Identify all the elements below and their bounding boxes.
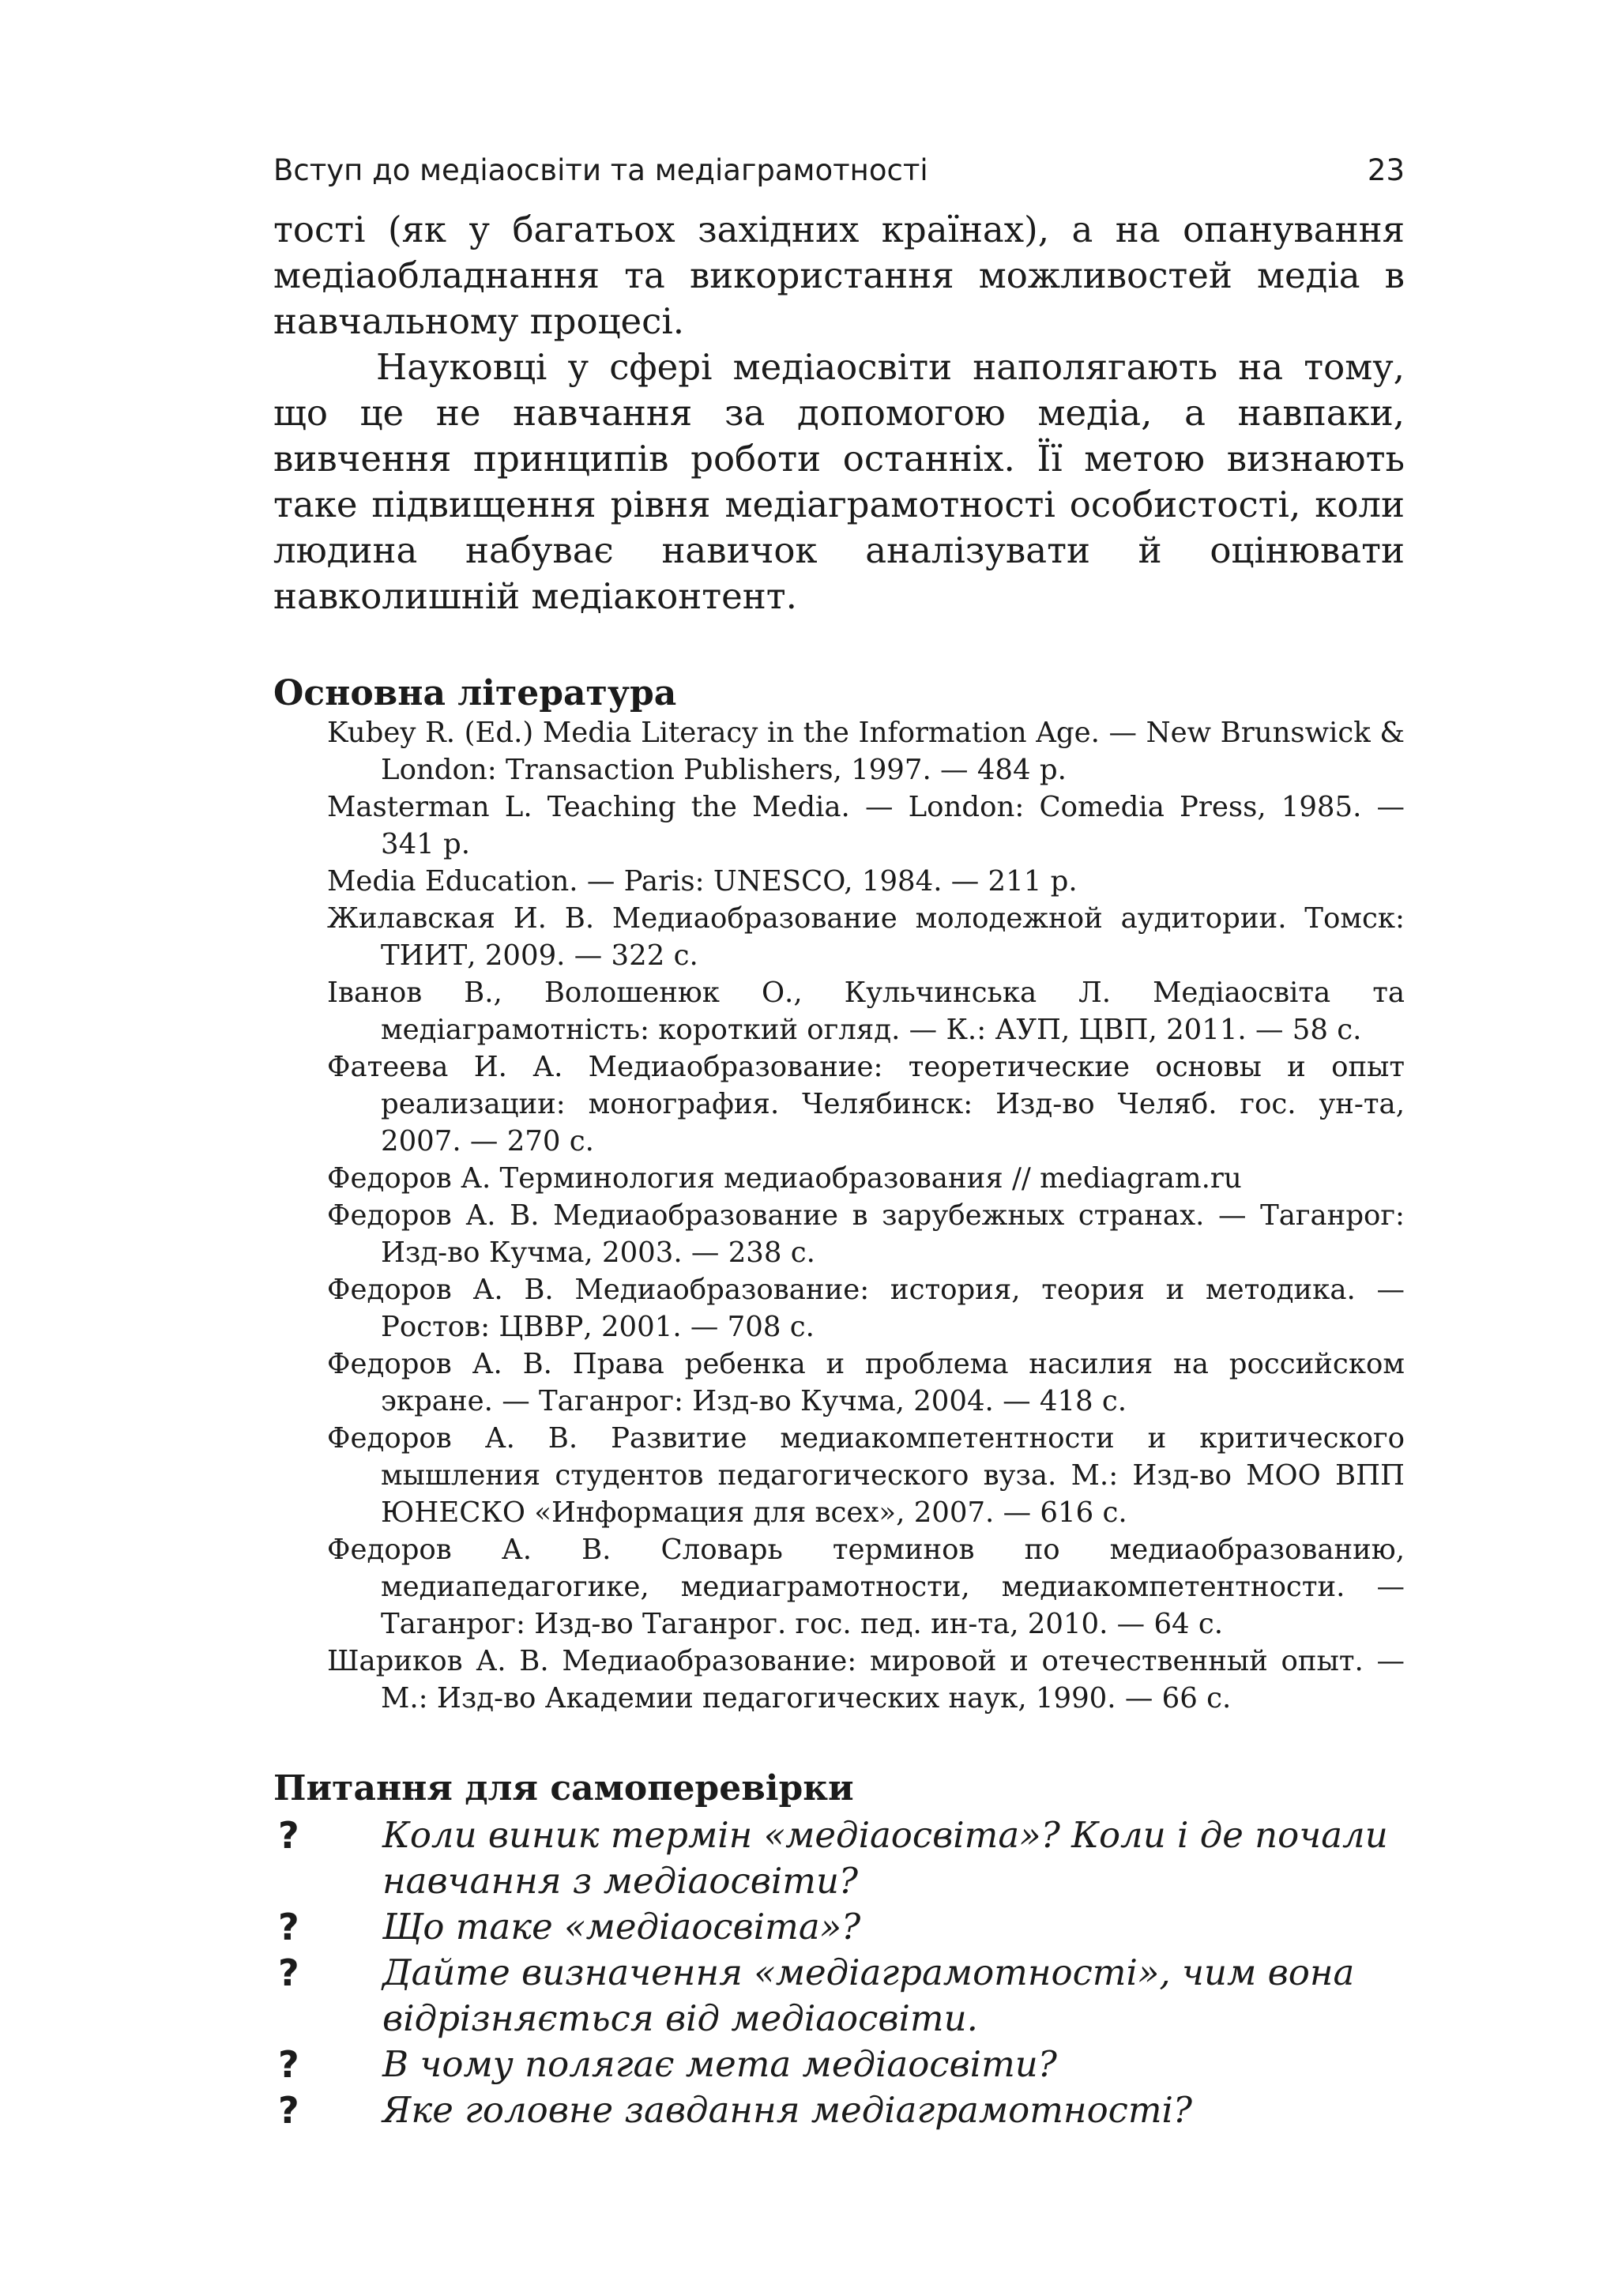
question-mark-icon: ? bbox=[278, 2043, 299, 2086]
reference-item: Федоров А. В. Медиаобразование: история, теория и методика. — Ростов: ЦВВР, 2001. — 708 с. bbox=[327, 1274, 1405, 1343]
question-text: Коли виник термін «медіаосвіта»? Коли і де почали навчання з медіаосвіти? bbox=[382, 1814, 1388, 1902]
question-mark-icon: ? bbox=[278, 2089, 299, 2132]
paragraph: тості (як у багатьох західних країнах), а на опанування медіаобладнання та використання можливостей медіа в навчальному процесі. bbox=[273, 209, 1405, 342]
paragraph: Науковці у сфері медіаосвіти наполягають на тому, що це не навчання за допомогою медіа, а навпаки, вивчення принципів роботи останніх. Її метою визнають таке підвищення рівня медіаграмотності особистості, коли людина набуває навичок аналізувати й оцінювати навколишній медіаконтент. bbox=[273, 346, 1405, 617]
question-item bbox=[273, 2042, 1405, 2087]
question-text: Яке головне завдання медіаграмотності? bbox=[382, 2089, 1193, 2131]
reference-list bbox=[327, 714, 1405, 1717]
question-mark-icon: ? bbox=[278, 1952, 299, 1994]
question-item bbox=[273, 2087, 1405, 2133]
question-mark-icon: ? bbox=[278, 1814, 299, 1857]
question-mark-icon: ? bbox=[278, 1906, 299, 1948]
reference-item: Федоров А. В. Развитие медиакомпетентности и критического мышления студентов педагогического вуза. М.: Изд-во МОО ВПП ЮНЕСКО «Информация для всех», 2007. — 616 с. bbox=[327, 1422, 1405, 1529]
reference-item: Шариков А. В. Медиаобразование: мировой и отечественный опыт. — М.: Изд-во Академии педагогических наук, 1990. — 66 с. bbox=[327, 1645, 1405, 1714]
question-item bbox=[273, 1812, 1405, 1904]
reference-item: Masterman L. Teaching the Media. — London: Comedia Press, 1985. — 341 p. bbox=[327, 791, 1405, 860]
reference-item: Kubey R. (Ed.) Media Literacy in the Information Age. — New Brunswick & London: Transaction Publishers, 1997. — 484 p. bbox=[327, 717, 1405, 786]
question-item bbox=[273, 1950, 1405, 2042]
reference-item: Федоров А. В. Словарь терминов по медиаобразованию, медиапедагогике, медиаграмотности, медиакомпетентности. — Таганрог: Изд-во Таганрог. гос. пед. ин-та, 2010. — 64 с. bbox=[327, 1534, 1405, 1640]
body-text bbox=[273, 207, 1405, 619]
running-header-title: Вступ до медіаосвіти та медіаграмотності bbox=[273, 153, 928, 187]
literature-heading: Основна література bbox=[273, 673, 677, 713]
question-text: Що таке «медіаосвіта»? bbox=[382, 1906, 861, 1948]
reference-item: Media Education. — Paris: UNESCO, 1984. — 211 p. bbox=[327, 865, 1078, 898]
question-item bbox=[273, 1904, 1405, 1950]
reference-item: Федоров А. Терминология медиаобразования // mediagram.ru bbox=[327, 1162, 1242, 1195]
running-header bbox=[273, 147, 1405, 194]
question-text: В чому полягає мета медіаосвіти? bbox=[382, 2043, 1057, 2085]
reference-item: Федоров А. В. Медиаобразование в зарубежных странах. — Таганрог: Изд-во Кучма, 2003. — 238 с. bbox=[327, 1199, 1405, 1269]
question-list bbox=[273, 1812, 1405, 2133]
self-check-heading: Питання для самоперевірки bbox=[273, 1768, 854, 1809]
reference-item: Федоров А. В. Права ребенка и проблема насилия на российском экране. — Таганрог: Изд-во Кучма, 2004. — 418 с. bbox=[327, 1348, 1405, 1417]
reference-item: Жилавская И. В. Медиаобразование молодежной аудитории. Томск: ТИИТ, 2009. — 322 с. bbox=[327, 902, 1405, 972]
reference-item: Іванов В., Волошенюк О., Кульчинська Л. Медіаосвіта та медіаграмотність: короткий огляд. — К.: АУП, ЦВП, 2011. — 58 с. bbox=[327, 977, 1405, 1046]
reference-item: Фатеева И. А. Медиаобразование: теоретические основы и опыт реализации: монография. Челябинск: Изд-во Челяб. гос. ун-та, 2007. — 270 с. bbox=[327, 1051, 1405, 1157]
page-number: 23 bbox=[1367, 153, 1405, 187]
question-text: Дайте визначення «медіаграмотності», чим вона відрізняється від медіаосвіти. bbox=[382, 1952, 1355, 2039]
